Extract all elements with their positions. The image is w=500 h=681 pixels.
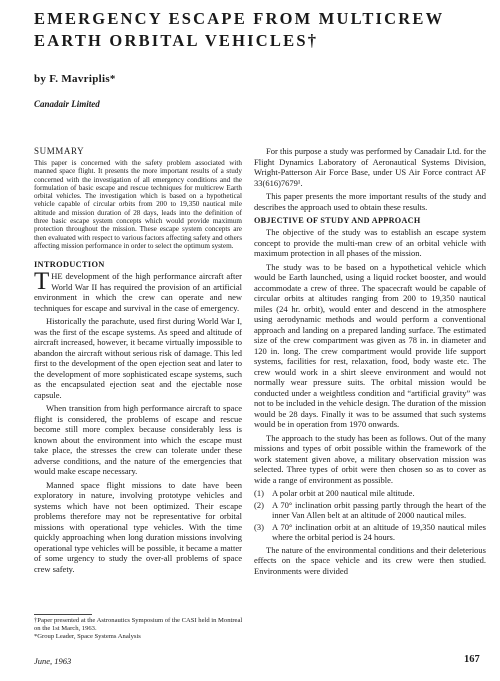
- title-line-2: EARTH ORBITAL VEHICLES†: [34, 31, 319, 50]
- list-item: [254, 500, 486, 521]
- right-paragraph-3: The objective of the study was to establish an escape system concept to provide the multi-man crew of an orbital vehicle with maximum protection in all phases of the mission.: [254, 227, 486, 258]
- drop-cap: T: [34, 268, 50, 296]
- footnote-star: *Group Leader, Space Systems Analysis: [34, 633, 141, 640]
- introduction-heading: INTRODUCTION: [34, 260, 105, 270]
- list-item-text: A 70° inclination orbit at an altitude of 19,350 nautical miles where the orbital period is 24 hours.: [272, 521, 486, 542]
- list-item: [254, 522, 486, 543]
- page-number: 167: [464, 654, 480, 665]
- right-paragraph-1: For this purpose a study was performed by Canadair Ltd. for the Flight Dynamics Laboratory of Aeronautical Systems Division, Wright-Patterson Air Force Base, under US Air Force contract AF 33(616)7679¹.: [254, 146, 486, 188]
- article-title: [34, 8, 484, 52]
- right-paragraph-4: The study was to be based on a hypothetical vehicle which would be Earth launched, using a liquid rocket booster, and would accommodate a crew of three. The spacecraft would be capable of circular orbits at altitudes ranging from 200 to 19,350 nautical miles (24 hr. orbit), would enter and descend in the atmosphere using aerodynamic methods and would perform a conventional approach and landing on a prepared landing surface. The estimated size of the crew compartment was given as 78 in. in diameter and 120 in. long. The crew compartment would provide life support systems, facilities for rest, relaxation, food, body waste etc. The crew would work in a shirt sleeve environment and would not normally wear pressure suits. The orbital mission would be conducted under a weightless condition and “artificial gravity” was not to be included in the vehicle design. The duration of the mission would be 28 days. Finally it was to be assumed that such systems would be in operation from 1970 onwards.: [254, 261, 486, 429]
- list-item-text: A 70° inclination orbit passing partly through the heart of the inner Van Allen belt at an altitude of 2000 nautical miles.: [272, 499, 486, 520]
- summary-heading: SUMMARY: [34, 146, 85, 156]
- author-affiliation: Canadair Limited: [34, 99, 100, 109]
- list-item-number: (2): [254, 499, 264, 510]
- orbit-list: [254, 488, 486, 543]
- intro-paragraph-2: Historically the parachute, used first during World War I, was the first of the escape systems. As speed and altitude of aircraft increased, however, it became virtually impossible to abandon the aircraft without serious risk of damage. This led first to the development of the open ejection seat and later to the development of more sophisticated escape systems, such as the encapsulated ejection seat and the ejectable nose capsule.: [34, 316, 242, 400]
- footnote-dagger: †Paper presented at the Astronautics Symposium of the CASI held in Montreal on the 1st March, 1963.: [34, 617, 243, 632]
- list-item-text: A polar orbit at 200 nautical mile altitude.: [272, 488, 415, 498]
- right-paragraph-2: This paper presents the more important results of the study and describes the approach used to obtain these results.: [254, 191, 486, 212]
- right-paragraph-6: The nature of the environmental conditions and their deleterious effects on the space vehicle and its crew were then studied. Environments were divided: [254, 544, 486, 576]
- right-paragraph-5: The approach to the study has been as follows. Out of the many missions and types of orbit possible within the framework of the work statement given above, a military observation mission was selected. Three types of orbit were then chosen so as to cover as wide a range of environment as possible.: [254, 432, 486, 485]
- footnote-divider: [34, 614, 92, 615]
- right-column: [254, 146, 486, 579]
- author-byline: by F. Mavriplis*: [34, 73, 116, 85]
- footnotes: [34, 617, 244, 641]
- issue-date: June, 1963: [34, 656, 72, 666]
- objective-heading: OBJECTIVE OF STUDY AND APPROACH: [254, 216, 421, 225]
- intro-paragraph-3: When transition from high performance aircraft to space flight is considered, the problems of escape and rescue become still more complex because considerably less is known about the environment into which the escape must take place, the stresses the crew can tolerate under these adverse conditions, and the nature of the emergencies that would make escape necessary.: [34, 403, 242, 477]
- summary-text: This paper is concerned with the safety problem associated with manned space flight. It presents the more important results of a study concerned with the investigation of all emergency conditions and the formulation of basic escape and rescue techniques for multicrew Earth orbital vehicles. The investigation which is based on a hypothetical vehicle capable of circular orbits from 200 to 19,350 nautical mile altitude and mission duration of 28 days, leads into the definition of three basic escape system concepts which would provide maximum protection throughout the mission. These escape system concepts are then evaluated with respect to various factors affecting safety and others affecting mission performance in order to select the optimum system.: [34, 159, 242, 250]
- list-item: [254, 488, 486, 499]
- intro-paragraph-1-text: HE development of the high performance aircraft after World War II has required the provision of an artificial environment in which the crew can operate and new techniques for escape and survival in the case of emergency.: [34, 271, 242, 313]
- list-item-number: (3): [254, 521, 264, 532]
- title-line-1: EMERGENCY ESCAPE FROM MULTICREW: [34, 9, 445, 28]
- intro-paragraph-4: Manned space flight missions to date have been exploratory in nature, involving prototype vehicles and systems which have not been optimized. Their escape problems therefore may not be representative for orbital missions with operational type vehicles. With the time quickly approaching when long duration missions involving operational type vehicles will be possible, it became a matter of some urgency to study the over-all problems of space crew safety.: [34, 479, 242, 574]
- left-column: [34, 146, 242, 577]
- intro-paragraph-1: [34, 268, 242, 313]
- list-item-number: (1): [254, 488, 264, 498]
